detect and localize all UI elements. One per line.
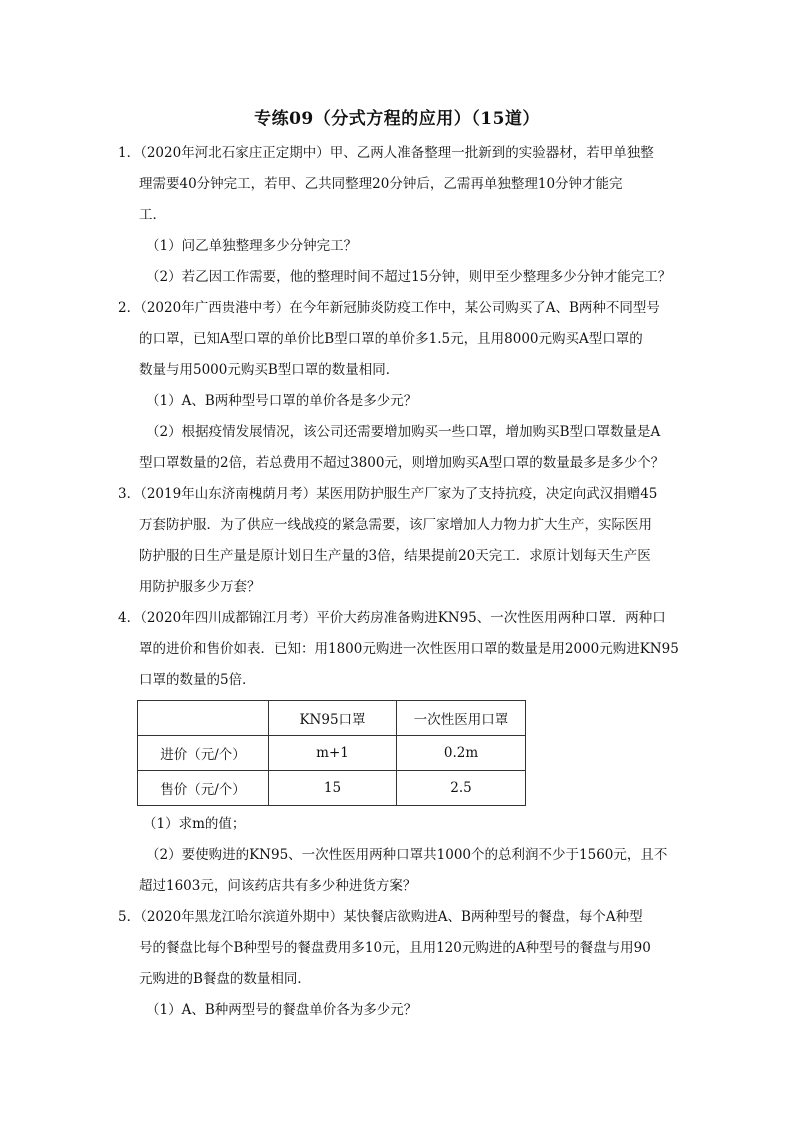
q5-line-3: 元购进的B餐盘的数量相同． <box>139 971 311 987</box>
page-title: 专练09（分式方程的应用）（15道） <box>254 109 540 129</box>
q4-sub-2-line-2: 超过1603元，问该药店共有多少种进货方案？ <box>139 878 417 894</box>
table-header-row <box>138 701 526 736</box>
q5-sub-1: （1）A、B种两型号的餐盘单价各为多少元？ <box>146 1002 418 1018</box>
q3-line-3: 防护服的日生产量是原计划日生产量的3倍，结果提前20天完工．求原计划每天生产医 <box>139 548 651 564</box>
q4-line-3: 口罩的数量的5倍． <box>139 672 256 688</box>
q2-line-1: 2．（2020年广西贵港中考）在今年新冠肺炎防疫工作中，某公司购买了A、B两种不同型号 <box>118 300 660 316</box>
q4-line-1: 4．（2020年四川成都锦江月考）平价大药房准备购进KN95、一次性医用两种口罩．两种口 <box>118 610 666 626</box>
table-header-cell <box>138 701 269 736</box>
q5-line-1: 5．（2020年黑龙江哈尔滨道外期中）某快餐店欲购进A、B两种型号的餐盘，每个A种型 <box>118 909 643 925</box>
q3-line-4: 用防护服多少万套？ <box>139 579 261 595</box>
q2-sub-2-line-2: 型口罩数量的2倍，若总费用不超过3800元，则增加购买A型口罩的数量最多是多少个？ <box>139 455 665 471</box>
q5-line-2: 号的餐盘比每个B种型号的餐盘费用多10元，且用120元购进的A种型号的餐盘与用90 <box>139 940 651 956</box>
table-cell: 15 <box>269 771 397 806</box>
table-cell: 2.5 <box>397 771 526 806</box>
q3-line-2: 万套防护服．为了供应一线战疫的紧急需要，该厂家增加人力物力扩大生产，实际医用 <box>139 517 652 533</box>
table-header-cell: KN95口罩 <box>269 701 397 736</box>
table-cell: 进价（元/个） <box>138 736 269 771</box>
q1-line-3: 工． <box>139 207 166 223</box>
q1-sub-2: （2）若乙因工作需要，他的整理时间不超过15分钟，则甲至少整理多少分钟才能完工？ <box>146 269 672 285</box>
q2-line-3: 数量与用5000元购买B型口罩的数量相同． <box>139 362 400 378</box>
table-header-cell: 一次性医用口罩 <box>397 701 526 736</box>
table-row <box>138 771 526 806</box>
q4-sub-2-line-1: （2）要使购进的KN95、一次性医用两种口罩共1000个的总利润不少于1560元，且不 <box>146 847 668 863</box>
q1-sub-1: （1）问乙单独整理多少分钟完工？ <box>146 238 358 254</box>
q4-line-2: 罩的进价和售价如表．已知：用1800元购进一次性医用口罩的数量是用2000元购进KN95 <box>139 641 679 657</box>
q4-sub-1: （1）求m的值； <box>143 816 246 832</box>
q3-line-1: 3．（2019年山东济南槐荫月考）某医用防护服生产厂家为了支持抗疫，决定向武汉捐赠45 <box>118 486 658 502</box>
table-row <box>138 736 526 771</box>
table-cell: 0.2m <box>397 736 526 771</box>
q2-sub-1: （1）A、B两种型号口罩的单价各是多少元？ <box>146 393 418 409</box>
table-cell: m+1 <box>269 736 397 771</box>
q1-line-2: 理需要40分钟完工，若甲、乙共同整理20分钟后，乙需再单独整理10分钟才能完 <box>139 176 623 192</box>
q1-line-1: 1．（2020年河北石家庄正定期中）甲、乙两人准备整理一批新到的实验器材，若甲单独整 <box>118 145 654 161</box>
price-table <box>137 700 526 806</box>
q2-line-2: 的口罩，已知A型口罩的单价比B型口罩的单价多1.5元，且用8000元购买A型口罩的 <box>139 331 643 347</box>
table-cell: 售价（元/个） <box>138 771 269 806</box>
q2-sub-2-line-1: （2）根据疫情发展情况，该公司还需要增加购买一些口罩，增加购买B型口罩数量是A <box>146 424 661 440</box>
